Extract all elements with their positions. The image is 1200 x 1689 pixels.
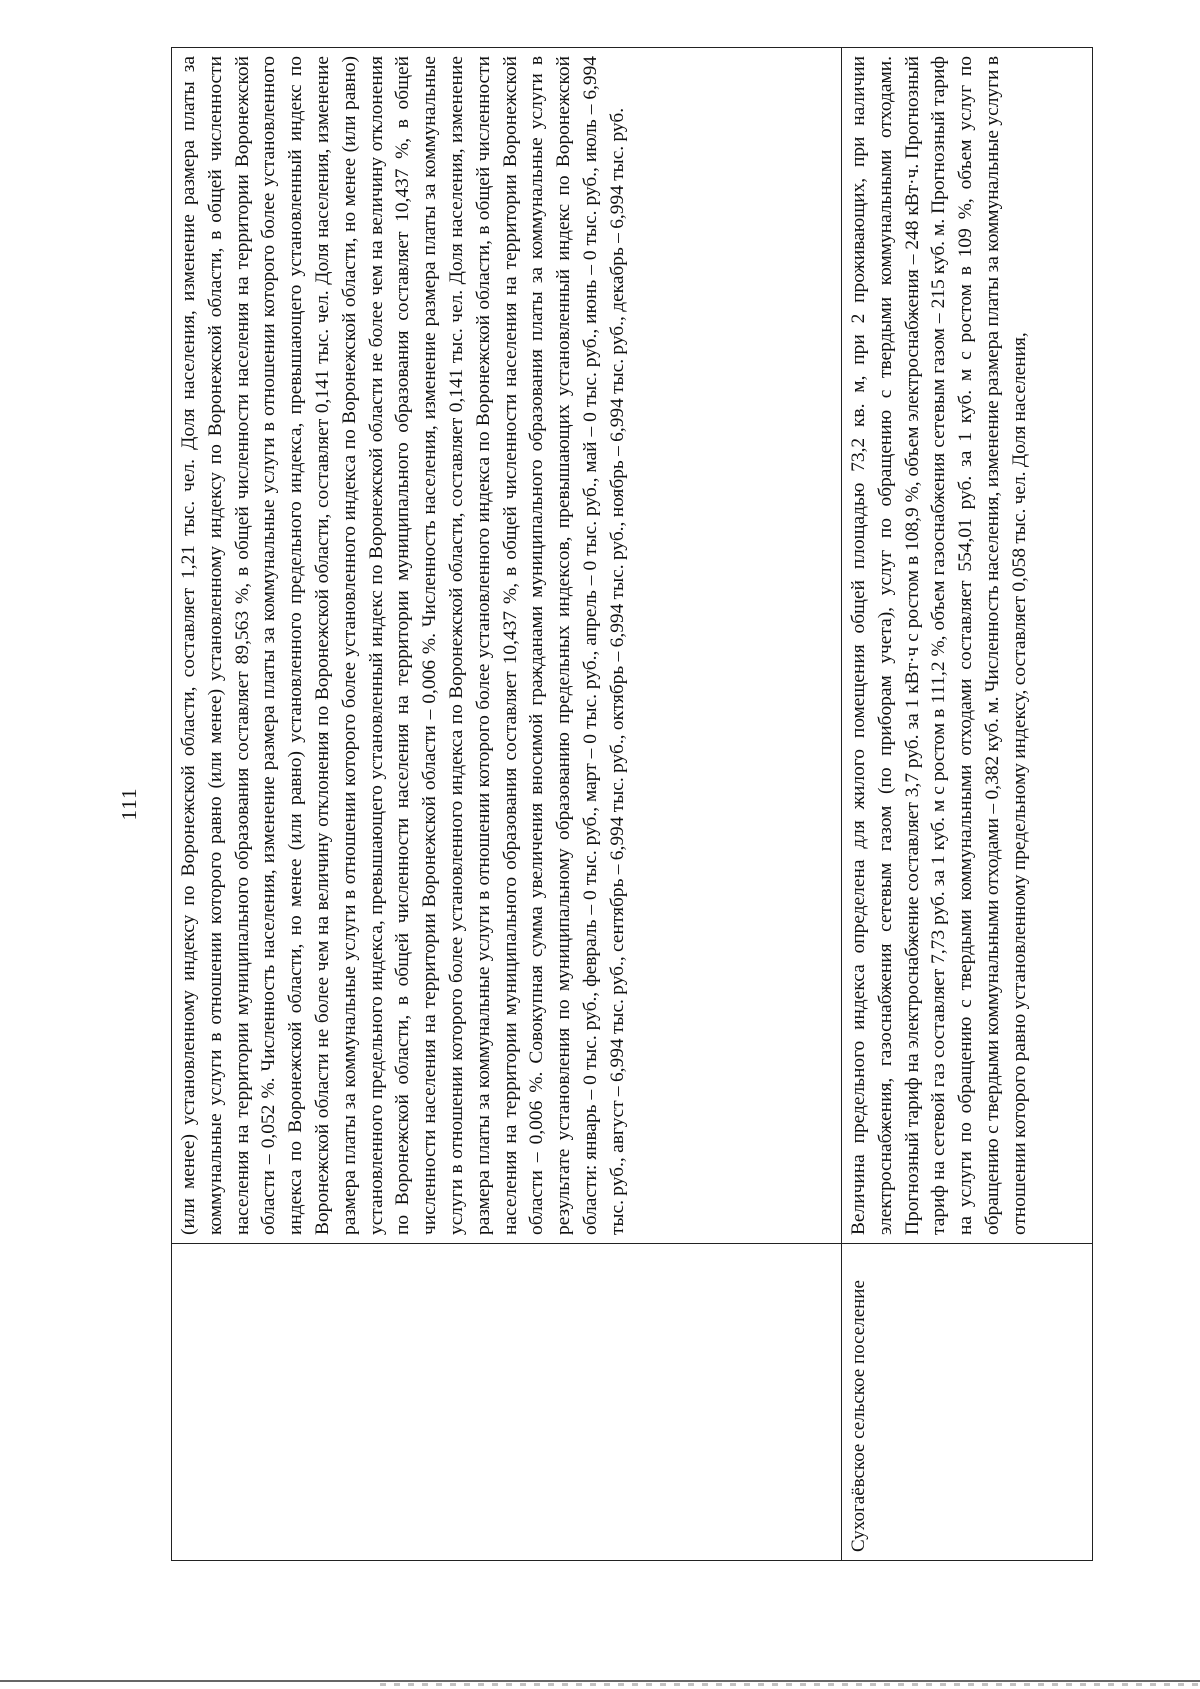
table-row <box>842 48 1093 1561</box>
rotated-page <box>117 47 1092 1561</box>
scan-artifact <box>380 1683 1200 1686</box>
table-row <box>172 48 842 1561</box>
settlement-cell <box>172 1244 842 1561</box>
scan-edge-line <box>0 1680 1200 1682</box>
settlement-cell: Сухогаёвское сельское поселение <box>842 1244 1093 1561</box>
page-number: 111 <box>117 787 141 821</box>
tariff-table <box>171 47 1093 1561</box>
description-cell: Величина предельного индекса определена для жилого помещения общей площадью 73,2 кв. м, при 2 проживающих, при наличии электроснабжения, газоснабжения сетевым газом (по приборам учета), услуг по обращению с твердыми коммунальными отходами. Прогнозный тариф на электроснабжение составляет 3,7 руб. за 1 кВт·ч с ростом в 108,9 %, объем электроснабжения – 248 кВт·ч. Прогнозный тариф на сетевой газ составляет 7,73 руб. за 1 куб. м с ростом в 111,2 %, объем газоснабжения сетевым газом – 215 куб. м. Прогнозный тариф на услуги по обращению с твердыми коммунальными отходами составляет 554,01 руб. за 1 куб. м с ростом в 109 %, объем услуг по обращению с твердыми коммунальными отходами – 0,382 куб. м. Численность населения, изменение размера платы за коммунальные услуги в отношении которого равно установленному предельному индексу, составляет 0,058 тыс. чел. Доля населения, <box>842 48 1093 1244</box>
description-cell: (или менее) установленному индексу по Воронежской области, составляет 1,21 тыс. чел. Доля населения, изменение размера платы за коммунальные услуги в отношении которого равно (или менее) установленному индексу по Воронежской области, в общей численности населения на территории муниципального образования составляет 89,563 %, в общей численности населения на территории Воронежской области – 0,052 %. Численность населения, изменение размера платы за коммунальные услуги в отношении которого более установленного индекса по Воронежской области, но менее (или равно) установленного предельного индекса, превышающего установленный индекс по Воронежской области не более чем на величину отклонения по Воронежской области, составляет 0,141 тыс. чел. Доля населения, изменение размера платы за коммунальные услуги в отношении которого более установленного индекса по Воронежской области, но менее (или равно) установленного предельного индекса, превышающего установленный индекс по Воронежской области не более чем на величину отклонения по Воронежской области, в общей численности населения на территории муниципального образования составляет 10,437 %, в общей численности населения на территории Воронежской области – 0,006 %. Численность населения, изменение размера платы за коммунальные услуги в отношении которого более установленного индекса по Воронежской области, составляет 0,141 тыс. чел. Доля населения, изменение размера платы за коммунальные услуги в отношении которого более установленного индекса по Воронежской области, в общей численности населения на территории муниципального образования составляет 10,437 %, в общей численности населения на территории Воронежской области – 0,006 %. Совокупная сумма увеличения вносимой гражданами муниципального образования платы за коммунальные услуги в результате установления по муниципальному образованию предельных индексов, превышающих установленный индекс по Воронежской области: январь – 0 тыс. руб., февраль – 0 тыс. руб., март – 0 тыс. руб., апрель – 0 тыс. руб., май – 0 тыс. руб., июнь – 0 тыс. руб., июль – 6,994 тыс. руб., август – 6,994 тыс. руб., сентябрь – 6,994 тыс. руб., октябрь – 6,994 тыс. руб., ноябрь – 6,994 тыс. руб., декабрь – 6,994 тыс. руб. <box>172 48 842 1244</box>
